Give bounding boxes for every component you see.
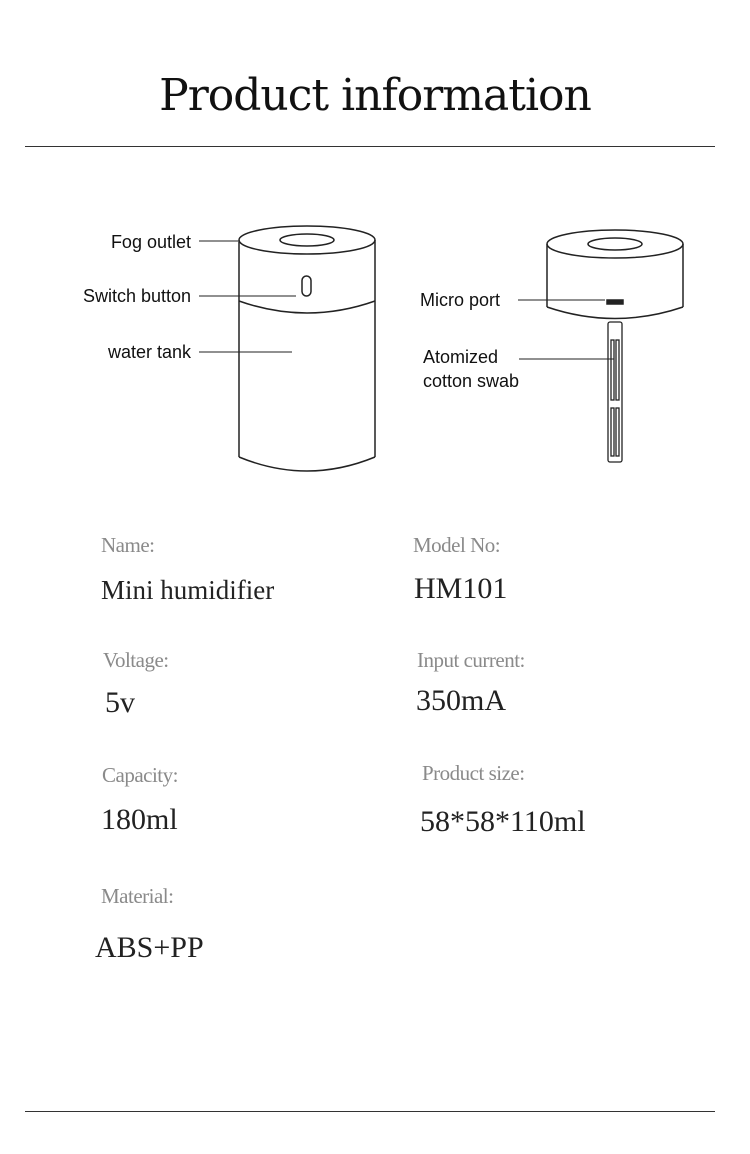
spec-value-product-size: 58*58*110ml: [420, 805, 586, 838]
spec-label-material: Material:: [101, 884, 174, 908]
fog-outlet-label: Fog outlet: [110, 232, 191, 252]
humidifier-cap-illustration: [547, 230, 683, 319]
spec-value-model: HM101: [414, 572, 508, 605]
humidifier-front-illustration: [239, 226, 375, 471]
atomized-label: Atomized: [423, 347, 499, 367]
spec-value-name: Mini humidifier: [101, 575, 275, 605]
spec-label-model: Model No:: [413, 533, 501, 557]
cotton-swab-illustration: [608, 322, 622, 462]
spec-value-input-current: 350mA: [416, 684, 506, 717]
micro-port-label: Micro port: [420, 290, 501, 310]
spec-value-voltage: 5v: [105, 686, 135, 719]
page-title: Product information: [159, 70, 591, 121]
callout-lines-right: [518, 300, 614, 359]
spec-label-capacity: Capacity:: [102, 763, 178, 787]
product-diagram: [0, 200, 750, 480]
spec-value-material: ABS+PP: [95, 931, 204, 964]
spec-label-name: Name:: [101, 533, 155, 557]
top-divider: [25, 146, 715, 147]
spec-label-product-size: Product size:: [422, 761, 525, 785]
cotton-swab-label: cotton swab: [423, 371, 520, 391]
water-tank-label: water tank: [107, 342, 191, 362]
spec-value-capacity: 180ml: [101, 803, 178, 836]
spec-label-voltage: Voltage:: [103, 648, 169, 672]
switch-button-label: Switch button: [82, 286, 191, 306]
spec-label-input-current: Input current:: [417, 648, 525, 672]
callout-lines-left: [199, 241, 296, 352]
bottom-divider: [25, 1111, 715, 1112]
